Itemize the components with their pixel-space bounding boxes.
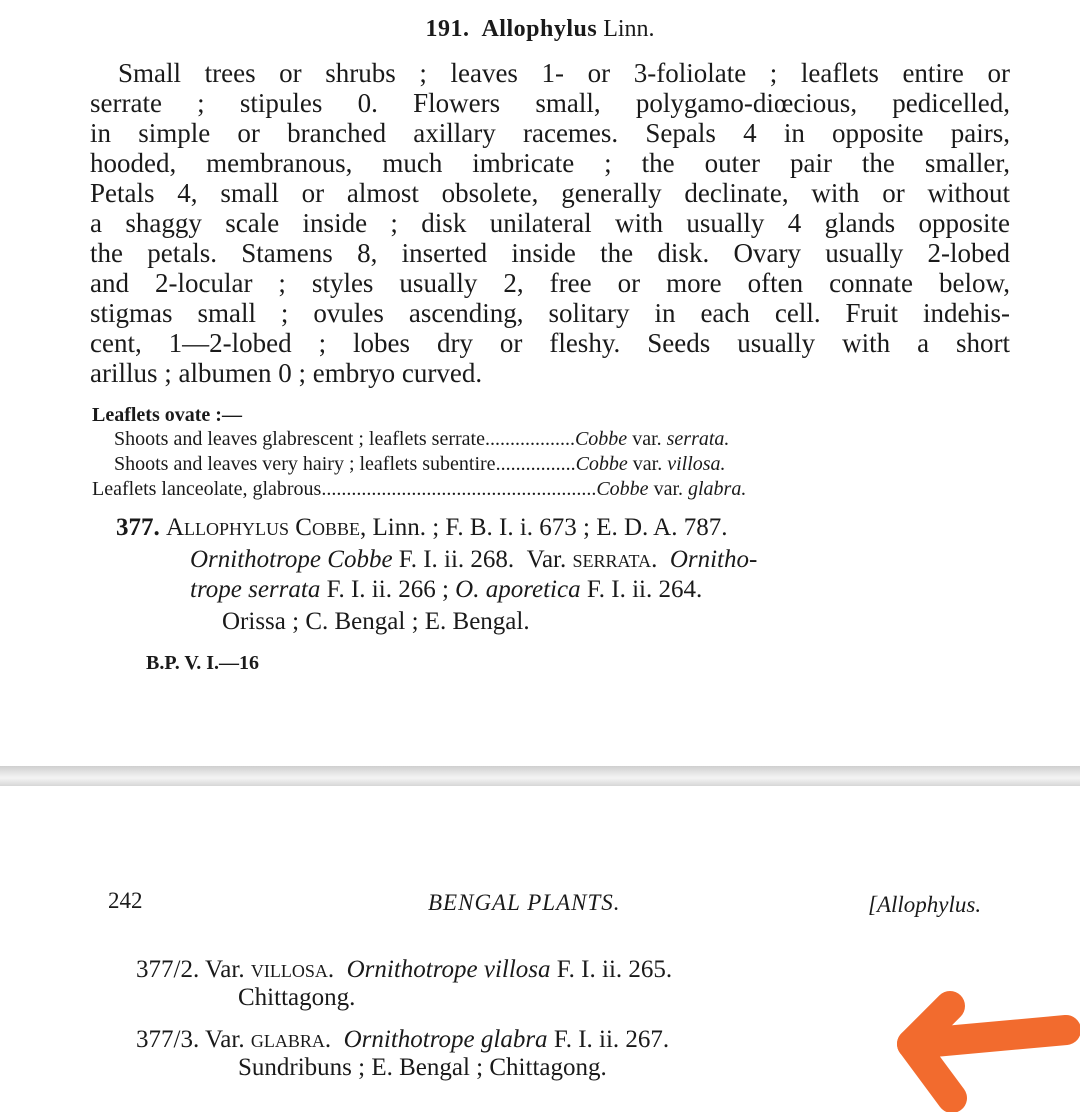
- var-word: Var.: [526, 546, 567, 573]
- key-row-dots: ................: [495, 453, 576, 475]
- genus-heading: [0, 16, 1080, 43]
- synonym: trope serrata: [190, 576, 321, 603]
- synonym: Ornithotrope glabra: [343, 1026, 548, 1053]
- arrow-left-icon: [890, 988, 1080, 1112]
- entry-377-line3: [190, 576, 702, 604]
- description-line: Small trees or shrubs ; leaves 1- or 3-foliolate ; leaflets entire or: [118, 58, 1010, 88]
- running-genus: [Allophylus.: [868, 892, 982, 917]
- entry-number: 377/3.: [136, 1026, 200, 1053]
- genus-author: Linn.: [603, 16, 655, 42]
- distribution: Sundribuns ; E. Bengal ; Chittagong.: [238, 1054, 607, 1081]
- var-word: Var.: [205, 956, 245, 983]
- key-row-text: Shoots and leaves very hairy ; leaflets subentire: [114, 453, 496, 475]
- description-line: stigmas small ; ovules ascending, solitary in each cell. Fruit indehis-: [90, 298, 1010, 328]
- entry-377-line1: [116, 514, 727, 542]
- entry-377-3: [136, 1026, 669, 1054]
- key-row: [114, 428, 1010, 451]
- synonym-reference: F. I. ii. 268.: [398, 546, 515, 573]
- key-row-text: Shoots and leaves glabrescent ; leaflets serrate: [114, 428, 485, 450]
- key-row-variety: villosa.: [667, 453, 726, 475]
- key-row-species: Cobbe: [575, 453, 628, 475]
- genus-name: Allophylus: [481, 16, 598, 42]
- key-row: [114, 453, 1010, 476]
- description-line: and 2-locular ; styles usually 2, free or more often connate below,: [90, 268, 1010, 298]
- key-row-dots: .......................................................: [321, 478, 597, 500]
- entry-number: 377.: [116, 514, 160, 541]
- entry-number: 377/2.: [136, 956, 200, 983]
- synonym-reference: F. I. ii. 266 ;: [326, 576, 449, 603]
- description-line: the petals. Stamens 8, inserted inside the disk. Ovary usually 2-lobed: [90, 238, 1010, 268]
- key-heading: Leaflets ovate :—: [92, 404, 242, 426]
- description-line: Petals 4, small or almost obsolete, generally declinate, with or without: [90, 178, 1010, 208]
- key-row: [92, 478, 1010, 501]
- synonym: Ornithotrope villosa: [346, 956, 551, 983]
- page-divider: [0, 766, 1080, 786]
- distribution: Chittagong.: [238, 984, 356, 1011]
- description-line: serrate ; stipules 0. Flowers small, polygamo-diœcious, pedicelled,: [90, 88, 1010, 118]
- variety-name: serrata.: [572, 546, 658, 573]
- running-title: BENGAL PLANTS.: [428, 890, 621, 915]
- synonym-reference: F. I. ii. 267.: [553, 1026, 670, 1053]
- variety-name: glabra.: [250, 1026, 332, 1053]
- synonym-reference: F. I. ii. 264.: [586, 576, 703, 603]
- synonym: Ornitho-: [669, 546, 758, 573]
- key-row-var: var.: [632, 453, 663, 475]
- entry-377-line2: [190, 546, 757, 574]
- key-row-dots: ..................: [484, 428, 575, 450]
- signature-mark: B.P. V. I.—16: [146, 652, 260, 674]
- description-line: hooded, membranous, much imbricate ; the outer pair the smaller,: [90, 148, 1010, 178]
- genus-number: 191.: [425, 16, 470, 42]
- synonym: O. aporetica: [455, 576, 581, 603]
- description-line: a shaggy scale inside ; disk unilateral with usually 4 glands opposite: [90, 208, 1010, 238]
- var-word: Var.: [205, 1026, 245, 1053]
- description-line: in simple or branched axillary racemes. Sepals 4 in opposite pairs,: [90, 118, 1010, 148]
- entry-377-2: [136, 956, 672, 984]
- page-number: 242: [108, 888, 143, 913]
- description-line: cent, 1—2-lobed ; lobes dry or fleshy. Seeds usually with a short: [90, 328, 1010, 358]
- key-row-text: Leaflets lanceolate, glabrous: [92, 478, 322, 500]
- key-row-species: Cobbe: [574, 428, 628, 450]
- synonym-reference: F. I. ii. 265.: [556, 956, 673, 983]
- key-row-variety: glabra.: [688, 478, 747, 500]
- synonym: Ornithotrope Cobbe: [190, 546, 393, 573]
- key-row-species: Cobbe: [596, 478, 649, 500]
- distribution: Orissa ; C. Bengal ; E. Bengal.: [222, 608, 530, 635]
- description-line: arillus ; albumen 0 ; embryo curved.: [90, 358, 483, 388]
- variety-name: villosa.: [250, 956, 335, 983]
- species-name: Allophylus Cobbe: [166, 514, 360, 541]
- key-row-variety: serrata.: [666, 428, 730, 450]
- key-row-var: var.: [653, 478, 683, 500]
- entry-reference: , Linn. ; F. B. I. i. 673 ; E. D. A. 787.: [360, 514, 728, 541]
- key-row-var: var.: [632, 428, 662, 450]
